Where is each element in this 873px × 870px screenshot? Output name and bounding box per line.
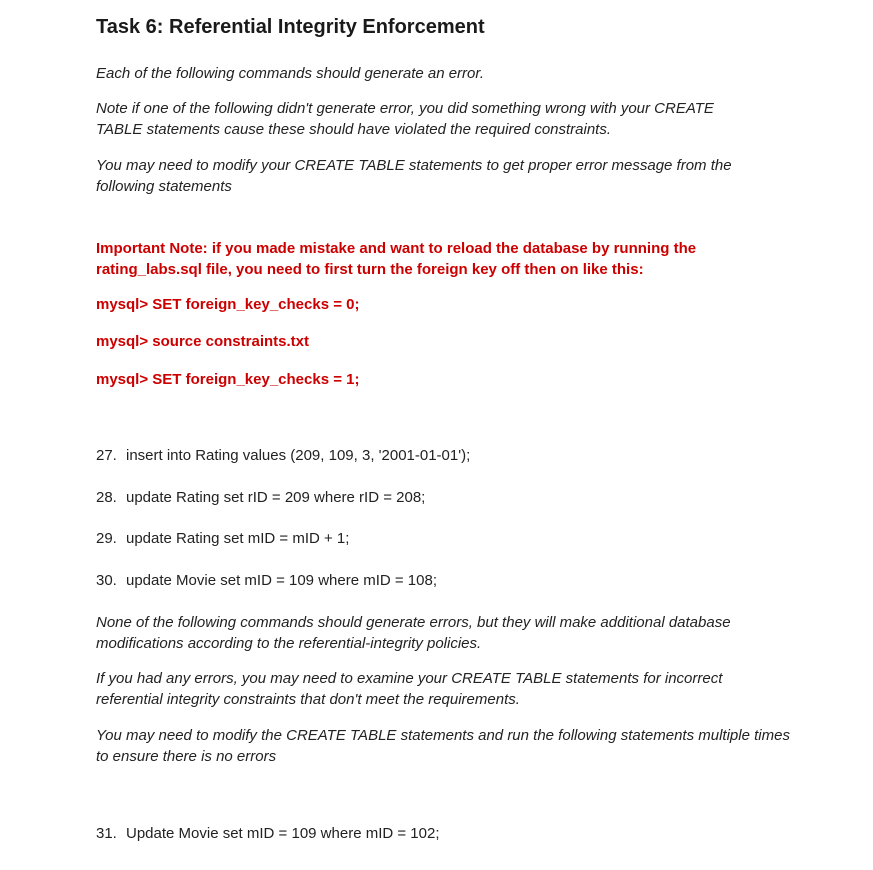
error-command-28: [96, 487, 425, 508]
command-text: update Rating set mID = mID + 1;: [126, 530, 350, 547]
outro-paragraph-1: None of the following commands should generate errors, but they will make additional database modifications according to the referential-integrity policies.: [96, 614, 731, 652]
fk-checks-on-command: mysql> SET foreign_key_checks = 1;: [96, 371, 360, 388]
important-note: Important Note: if you made mistake and want to reload the database by running the rating_labs.sql file, you need to first turn the foreign key off then on like this:: [96, 240, 697, 278]
outro-paragraph-2: If you had any errors, you may need to examine your CREATE TABLE statements for incorrect referential integrity constraints that don't meet the requirements.: [96, 670, 723, 708]
command-number: 31.: [96, 825, 117, 842]
source-constraints-command: mysql> source constraints.txt: [96, 333, 309, 350]
command-text: update Movie set mID = 109 where mID = 108;: [126, 572, 437, 589]
command-number: 27.: [96, 447, 117, 464]
ok-command-31: [96, 823, 439, 844]
command-text: insert into Rating values (209, 109, 3, '2001-01-01');: [126, 447, 471, 464]
task-title: Task 6: Referential Integrity Enforcement: [96, 16, 485, 38]
intro-paragraph-1: Each of the following commands should generate an error.: [96, 65, 485, 82]
outro-paragraph-3: You may need to modify the CREATE TABLE statements and run the following statements multiple times to ensure there is no errors: [96, 727, 790, 765]
command-number: 28.: [96, 489, 117, 506]
intro-paragraph-2: Note if one of the following didn't generate error, you did something wrong with your CREATE TABLE statements cause these should have violated the required constraints.: [96, 100, 714, 138]
error-command-29: [96, 528, 349, 549]
intro-paragraph-3: You may need to modify your CREATE TABLE statements to get proper error message from the following statements: [96, 157, 732, 195]
command-number: 29.: [96, 530, 117, 547]
command-text: Update Movie set mID = 109 where mID = 102;: [126, 825, 440, 842]
fk-checks-off-command: mysql> SET foreign_key_checks = 0;: [96, 296, 360, 313]
error-command-27: [96, 445, 470, 466]
command-text: update Rating set rID = 209 where rID = 208;: [126, 489, 426, 506]
error-command-30: [96, 570, 437, 591]
command-number: 30.: [96, 572, 117, 589]
